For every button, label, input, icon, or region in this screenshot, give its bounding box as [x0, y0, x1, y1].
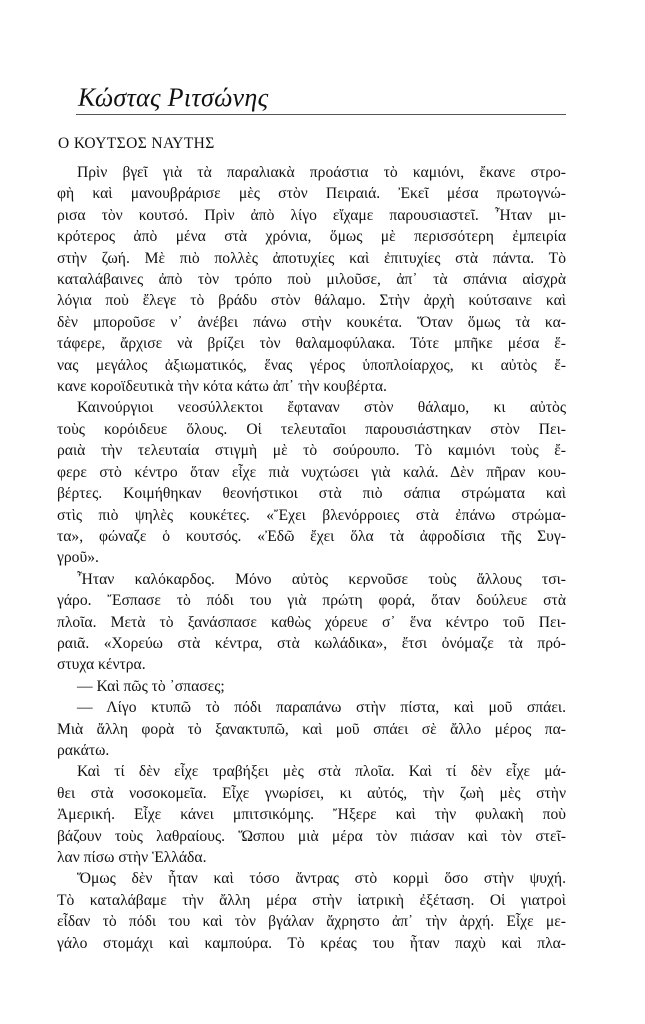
- text-line: Μιὰ ἄλλη φορὰ τὸ ξανακτυπῶ, καὶ μοῦ σπάει σὲ ἄλλο μέρος πα-: [57, 720, 566, 738]
- text-line: — Καὶ πῶς τὸ ᾽σπασες;: [77, 677, 225, 695]
- text-line: Καινούργιοι νεοσύλλεκτοι ἔφταναν στὸν θάλαμο, κι αὐτὸς: [77, 399, 566, 417]
- text-line: τάφερε, ἄρχισε νὰ βρίζει τὸν θαλαμοφύλακα. Τότε μπῆκε μέσα ἕ-: [57, 335, 566, 353]
- text-line: θει στὰ νοσοκομεῖα. Εἶχε γνωρίσει, κι αὐτός, τὴν ζωὴ μὲς στὴν: [57, 784, 566, 802]
- text-line: ραιᾶ. «Χορεύω στὰ κέντρα, στὰ κωλάδικα», ἔτσι ὀνόμαζε τὰ πρό-: [57, 634, 566, 652]
- text-line: — Λίγο κτυπῶ τὸ πόδι παραπάνω στὴν πίστα, καὶ μοῦ σπάει.: [77, 699, 566, 717]
- text-line: λόγια ποὺ ἔλεγε τὸ βράδυ στὸν θάλαμο. Στὴν ἀρχὴ κούτσαινε καὶ: [57, 292, 566, 310]
- text-line: Πρὶν βγεῖ γιὰ τὰ παραλιακὰ προάστια τὸ καμιόνι, ἔκανε στρο-: [77, 164, 566, 181]
- text-line: Ὅμως δὲν ἦταν καὶ τόσο ἄντρας στὸ κορμὶ ὅσο στὴν ψυχή.: [77, 870, 566, 888]
- text-line: κρότερος ἀπὸ μένα στὰ χρόνια, ὅμως μὲ περισσότερη ἐμπειρία: [57, 228, 566, 246]
- text-line: καταλάβαινες ἀπὸ τὸν τρόπο ποὺ μιλοῦσε, ἀπ᾽ τὰ σπάνια αἰσχρὰ: [57, 271, 566, 289]
- text-line: κανε κοροϊδευτικὰ τὴν κότα κάτω ἀπ᾽ τὴν κουβέρτα.: [57, 378, 387, 396]
- text-line: δὲν μποροῦσε ν᾽ ἀνέβει πάνω στὴν κουκέτα. Ὅταν ὅμως τὰ κα-: [57, 313, 566, 331]
- text-line: ρακάτω.: [57, 741, 110, 759]
- text-line: λαν πίσω στὴν Ἑλλάδα.: [57, 849, 207, 866]
- text-line: βέρτες. Κοιμήθηκαν θεονήστικοι στὰ πιὸ σάπια στρώματα καὶ: [57, 485, 566, 503]
- text-line: γροῦ».: [57, 549, 99, 567]
- text-line: Ἀμερική. Εἶχε κάνει μπιτσικόμης. Ἤξερε καὶ τὴν φυλακὴ ποὺ: [57, 806, 566, 824]
- text-line: στὴν ζωή. Μὲ πιὸ πολλὲς ἀποτυχίες καὶ ἐπιτυχίες στὰ πάντα. Τὸ: [57, 249, 566, 267]
- text-line: βάζουν τοὺς λαθραίους. Ὥσπου μιὰ μέρα τὸν πιάσαν καὶ τὸν στεῖ-: [57, 827, 566, 845]
- text-line: νας μεγάλος ἀξιωματικός, ἕνας γέρος ὑποπλοίαρχος, κι αὐτὸς ἔ-: [57, 356, 566, 374]
- text-line: στὶς πιὸ ψηλὲς κουκέτες. «Ἔχει βλενόρροιες στὰ ἐπάνω στρώμα-: [57, 506, 566, 524]
- text-line: Ἦταν καλόκαρδος. Μόνο αὐτὸς κερνοῦσε τοὺς ἄλλους τσι-: [77, 570, 566, 588]
- text-line: Καὶ τί δὲν εἶχε τραβήξει μὲς στὰ πλοῖα. Καὶ τί δὲν εἶχε μά-: [77, 763, 566, 781]
- text-line: φὴ καὶ μανουβράρισε μὲς στὸν Πειραιά. Ἐκεῖ μέσα πρωτογνώ-: [57, 185, 566, 203]
- story-title: Ο ΚΟΥΤΣΟΣ ΝΑΥΤΗΣ: [58, 135, 215, 152]
- text-line: φερε στὸ κέντρο ὅταν εἶχε πιὰ νυχτώσει γιὰ καλά. Δὲν πῆραν κου-: [57, 463, 566, 481]
- text-line: στυχα κέντρα.: [57, 656, 146, 674]
- author-name: Κώστας Ριτσώνης: [78, 83, 269, 112]
- text-line: ρισα τὸν κουτσό. Πρὶν ἀπὸ λίγο εἴχαμε παρουσιαστεῖ. Ἦταν μι-: [57, 206, 566, 224]
- text-line: Τὸ καταλάβαμε τὴν ἄλλη μέρα στὴν ἰατρικὴ ἐξέταση. Οἱ γιατροὶ: [57, 891, 566, 909]
- story-body: [57, 162, 566, 954]
- text-line: τοὺς κορόιδευε ὅλους. Οἱ τελευταῖοι παρουσιάστηκαν στὸν Πει-: [57, 420, 566, 438]
- text-line: πλοῖα. Μετὰ τὸ ξανάσπασε καθὼς χόρευε σ᾽ ἕνα κέντρο τοῦ Πει-: [57, 613, 566, 631]
- text-line: εἶδαν τὸ πόδι του καὶ τὸν βγάλαν ἄχρηστο ἀπ᾽ τὴν ἀρχή. Εἶχε με-: [57, 913, 566, 931]
- text-line: γάλο στομάχι καὶ καμπούρα. Τὸ κρέας του ἦταν παχὺ καὶ πλα-: [57, 934, 566, 952]
- text-line: ραιὰ τὴν τελευταία στιγμὴ μὲ τὸ σούρουπο. Τὸ καμιόνι τοὺς ἔ-: [57, 442, 566, 460]
- text-line: τα», φώναζε ὁ κουτσός. «Ἐδῶ ἔχει ὅλα τὰ ἀφροδίσια τῆς Συγ-: [57, 527, 566, 545]
- header-rule: [76, 114, 566, 115]
- text-line: γάρο. Ἔσπασε τὸ πόδι του γιὰ πρώτη φορά, ὅταν δούλευε στὰ: [57, 592, 566, 610]
